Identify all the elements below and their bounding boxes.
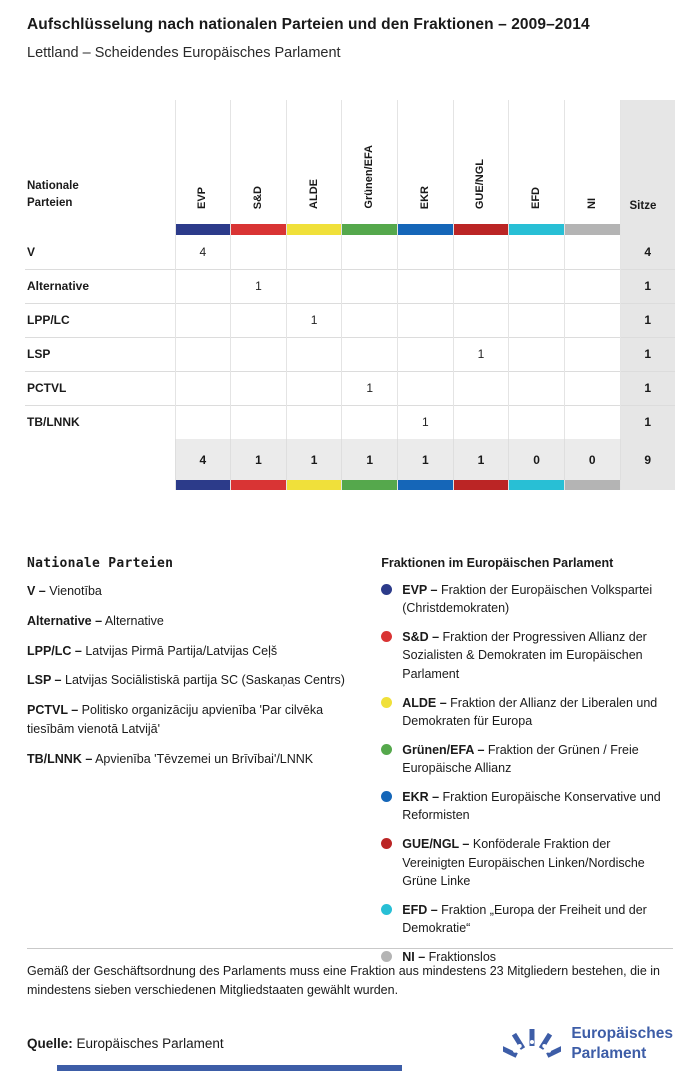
footnote: Gemäß der Geschäftsordnung des Parlaments muss eine Fraktion aus mindestens 23 Mitgliedern bestehen, die in mindestens sieben verschiedenen Mitgliedstaaten gewählt wurden. — [27, 964, 660, 998]
seat-cell — [342, 235, 398, 269]
seat-cell — [509, 371, 565, 405]
totals-row-label-spacer — [25, 439, 175, 480]
sitze-column-spacer — [620, 480, 675, 490]
total-seat-cell: 1 — [342, 439, 398, 480]
seat-cell — [398, 371, 454, 405]
footer-divider — [27, 948, 673, 949]
seat-cell: 4 — [175, 235, 231, 269]
total-seat-cell: 0 — [564, 439, 620, 480]
sitze-cell: 1 — [620, 371, 675, 405]
party-row-label: PCTVL — [25, 371, 175, 405]
seat-cell — [342, 405, 398, 439]
seat-cell — [175, 405, 231, 439]
seat-cell — [231, 303, 287, 337]
total-seat-cell: 0 — [509, 439, 565, 480]
seat-cell — [342, 337, 398, 371]
seat-cell — [564, 269, 620, 303]
seat-cell — [286, 405, 342, 439]
legend-item: NI – Fraktionslos — [381, 948, 673, 966]
national-parties-legend — [27, 556, 365, 966]
sitze-column-spacer — [620, 224, 675, 235]
legend-section — [27, 556, 673, 966]
legend-item: Grünen/EFA – Fraktion der Grünen / Freie Europäische Allianz — [381, 741, 673, 777]
seat-cell — [342, 269, 398, 303]
sd-color-bar — [231, 480, 287, 490]
legend-item: ALDE – Fraktion der Allianz der Liberalen und Demokraten für Europa — [381, 694, 673, 730]
seat-cell — [453, 371, 509, 405]
seat-cell — [231, 235, 287, 269]
alde-color-bar — [286, 480, 342, 490]
sd-legend-dot — [381, 631, 392, 642]
evp-color-bar — [175, 224, 231, 235]
legend-item: EKR – Fraktion Europäische Konservative und Reformisten — [381, 788, 673, 824]
page-title: Aufschlüsselung nach nationalen Parteien und den Fraktionen – 2009–2014 — [27, 16, 590, 33]
seat-cell — [509, 337, 565, 371]
table-row — [25, 303, 675, 337]
sd-color-bar — [231, 224, 287, 235]
ni-color-bar — [564, 480, 620, 490]
seat-cell — [453, 303, 509, 337]
table-row — [25, 405, 675, 439]
seat-cell — [231, 371, 287, 405]
seats-table — [25, 100, 675, 490]
seat-cell — [564, 235, 620, 269]
bottom-blue-bar — [57, 1065, 402, 1071]
legend-item: Alternative – Alternative — [27, 613, 164, 628]
national-parties-legend-heading: Nationale Parteien — [27, 556, 174, 571]
seat-cell — [509, 269, 565, 303]
group-color-bar-row-top — [25, 224, 675, 235]
gue-ngl-color-bar — [453, 480, 509, 490]
seat-cell — [509, 235, 565, 269]
sitze-cell: 1 — [620, 303, 675, 337]
efd-legend-dot — [381, 904, 392, 915]
sitze-cell: 4 — [620, 235, 675, 269]
seat-cell — [564, 371, 620, 405]
ekr-color-bar — [398, 480, 454, 490]
seat-cell — [175, 371, 231, 405]
party-row-label: V — [27, 244, 36, 259]
gruenen-efa-color-bar — [342, 224, 398, 235]
gue-ngl-color-bar — [453, 224, 509, 235]
seat-cell — [564, 405, 620, 439]
political-groups-legend-heading: Fraktionen im Europäischen Parlament — [381, 556, 614, 570]
legend-item: GUE/NGL – Konföderale Fraktion der Vereinigten Europäischen Linken/Nordische Grüne Linke — [381, 835, 673, 889]
evp-color-bar — [175, 480, 231, 490]
legend-item: V – Vienotība — [27, 584, 102, 598]
sitze-cell: 1 — [620, 405, 675, 439]
ni-color-bar — [564, 224, 620, 235]
seat-cell — [509, 405, 565, 439]
ep-hemicycle-icon — [503, 1023, 561, 1065]
table-row — [25, 371, 675, 405]
political-groups-legend — [381, 556, 673, 966]
seat-cell — [231, 337, 287, 371]
column-header-evp: EVP — [175, 100, 231, 224]
seat-cell: 1 — [453, 337, 509, 371]
party-row-label: TB/LNNK — [25, 405, 175, 439]
table-row — [25, 269, 675, 303]
efd-color-bar — [509, 224, 565, 235]
gruenen-efa-legend-dot — [381, 744, 392, 755]
sitze-cell: 1 — [620, 337, 675, 371]
total-seat-cell: 4 — [175, 439, 231, 480]
total-sitze-cell: 9 — [620, 439, 675, 480]
source-row — [27, 1023, 673, 1065]
table-header-row — [25, 100, 675, 224]
national-parties-column-label: Nationale Parteien — [27, 179, 79, 209]
party-row-label: LSP — [25, 337, 175, 371]
legend-item: EFD – Fraktion „Europa der Freiheit und der Demokratie“ — [381, 901, 673, 937]
seat-cell — [175, 337, 231, 371]
ekr-color-bar — [398, 224, 454, 235]
column-header-ni: NI — [564, 100, 620, 224]
totals-row — [25, 439, 675, 480]
gruenen-efa-color-bar — [342, 480, 398, 490]
legend-item: EVP – Fraktion der Europäischen Volkspartei (Christdemokraten) — [381, 581, 673, 617]
party-row-label: LPP/LC — [25, 303, 175, 337]
seat-cell: 1 — [342, 371, 398, 405]
seat-cell — [564, 303, 620, 337]
seat-cell — [398, 235, 454, 269]
group-color-bar-row-bottom — [25, 480, 675, 490]
page-footer — [27, 948, 673, 1065]
column-header-gue-ngl: GUE/NGL — [453, 100, 509, 224]
bar-row-spacer — [25, 224, 175, 235]
seat-cell — [231, 405, 287, 439]
efd-color-bar — [509, 480, 565, 490]
legend-item: PCTVL – Politisko organizāciju apvienība 'Par cilvēka tiesībām vienotā Latvijā' — [27, 703, 324, 736]
seat-cell: 1 — [398, 405, 454, 439]
ep-logo-wordmark: Europäisches Parlament — [571, 1024, 673, 1062]
source-text: Quelle: Europäisches Parlament — [27, 1036, 224, 1052]
column-header-sd: S&D — [231, 100, 287, 224]
table-row — [25, 235, 675, 269]
seat-cell — [453, 405, 509, 439]
seat-cell — [342, 303, 398, 337]
page-header — [27, 16, 673, 61]
column-header-gruenen-efa: Grünen/EFA — [342, 100, 398, 224]
gue-ngl-legend-dot — [381, 838, 392, 849]
seat-cell: 1 — [231, 269, 287, 303]
seat-cell — [453, 269, 509, 303]
ekr-legend-dot — [381, 791, 392, 802]
seat-cell — [286, 269, 342, 303]
legend-item: TB/LNNK – Apvienība 'Tēvzemei un Brīvībai'/LNNK — [27, 751, 314, 766]
seat-cell: 1 — [286, 303, 342, 337]
legend-item: LSP – Latvijas Sociālistiskā partija SC (Saskaņas Centrs) — [27, 673, 345, 688]
alde-color-bar — [286, 224, 342, 235]
party-row-label: Alternative — [25, 269, 175, 303]
column-header-alde: ALDE — [286, 100, 342, 224]
seat-cell — [175, 303, 231, 337]
column-header-efd: EFD — [509, 100, 565, 224]
total-seat-cell: 1 — [231, 439, 287, 480]
seat-cell — [453, 235, 509, 269]
column-header-sitze: Sitze — [620, 100, 675, 224]
total-seat-cell: 1 — [398, 439, 454, 480]
sitze-cell: 1 — [620, 269, 675, 303]
seat-cell — [398, 303, 454, 337]
column-header-ekr: EKR — [398, 100, 454, 224]
seat-cell — [564, 337, 620, 371]
alde-legend-dot — [381, 697, 392, 708]
legend-item: LPP/LC – Latvijas Pirmā Partija/Latvijas Ceļš — [27, 643, 278, 658]
seat-cell — [286, 337, 342, 371]
corner-header-cell — [25, 100, 175, 224]
total-seat-cell: 1 — [453, 439, 509, 480]
bar-row-spacer — [25, 480, 175, 490]
page-subtitle: Lettland – Scheidendes Europäisches Parlament — [27, 45, 341, 61]
evp-legend-dot — [381, 584, 392, 595]
seat-cell — [509, 303, 565, 337]
legend-item: S&D – Fraktion der Progressiven Allianz der Sozialisten & Demokraten im Europäischen Parlament — [381, 628, 673, 682]
total-seat-cell: 1 — [286, 439, 342, 480]
seat-cell — [398, 269, 454, 303]
seat-cell — [175, 269, 231, 303]
seat-cell — [286, 235, 342, 269]
table-row — [25, 337, 675, 371]
seat-cell — [286, 371, 342, 405]
european-parliament-logo — [503, 1023, 673, 1065]
seat-cell — [398, 337, 454, 371]
